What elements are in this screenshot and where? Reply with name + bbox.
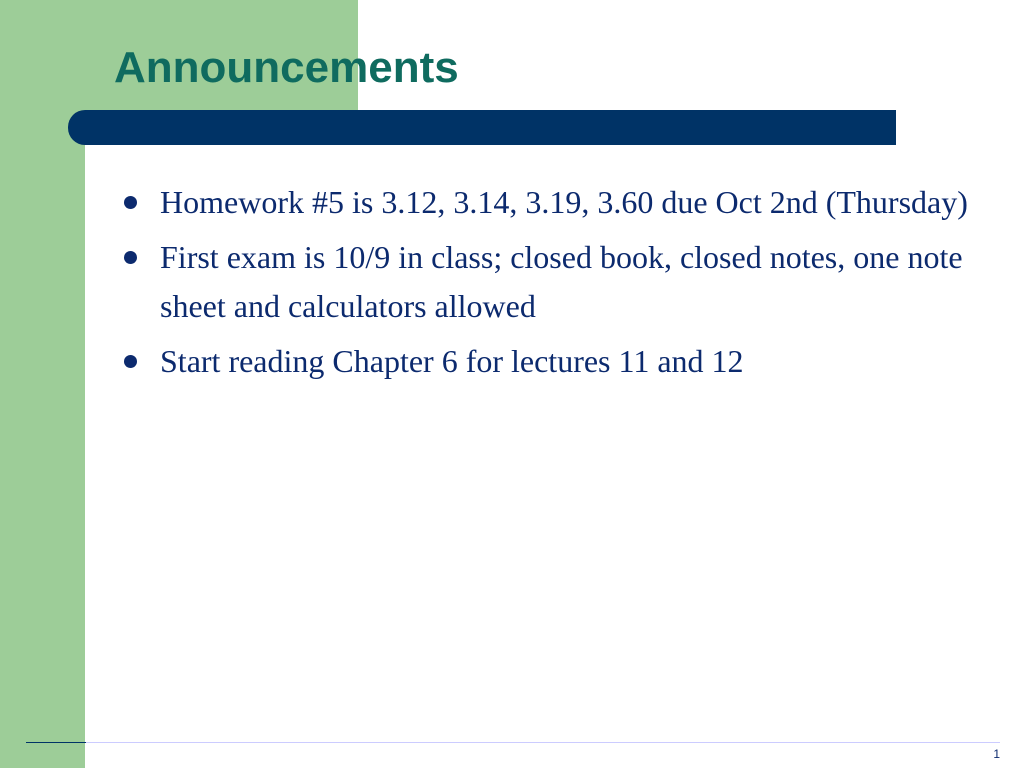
bullet-list — [122, 178, 1002, 392]
slide-title: Announcements — [114, 43, 459, 92]
bullet-text: Homework #5 is 3.12, 3.14, 3.19, 3.60 due Oct 2nd (Thursday) — [160, 184, 968, 220]
bullet-dot-icon — [124, 251, 137, 264]
bullet-item-reading — [122, 337, 1002, 386]
bullet-dot-icon — [124, 355, 137, 368]
sidebar-green-left — [0, 110, 85, 768]
page-number: 1 — [993, 747, 1000, 761]
bullet-item-exam — [122, 233, 1002, 331]
bullet-item-homework — [122, 178, 1002, 227]
bullet-text: First exam is 10/9 in class; closed book, closed notes, one note sheet and calculators allowed — [160, 239, 963, 324]
footer-divider-left — [26, 742, 86, 743]
bullet-dot-icon — [124, 196, 137, 209]
footer-divider — [86, 742, 1000, 743]
bullet-text: Start reading Chapter 6 for lectures 11 and 12 — [160, 343, 744, 379]
title-underline-bar — [68, 110, 896, 145]
